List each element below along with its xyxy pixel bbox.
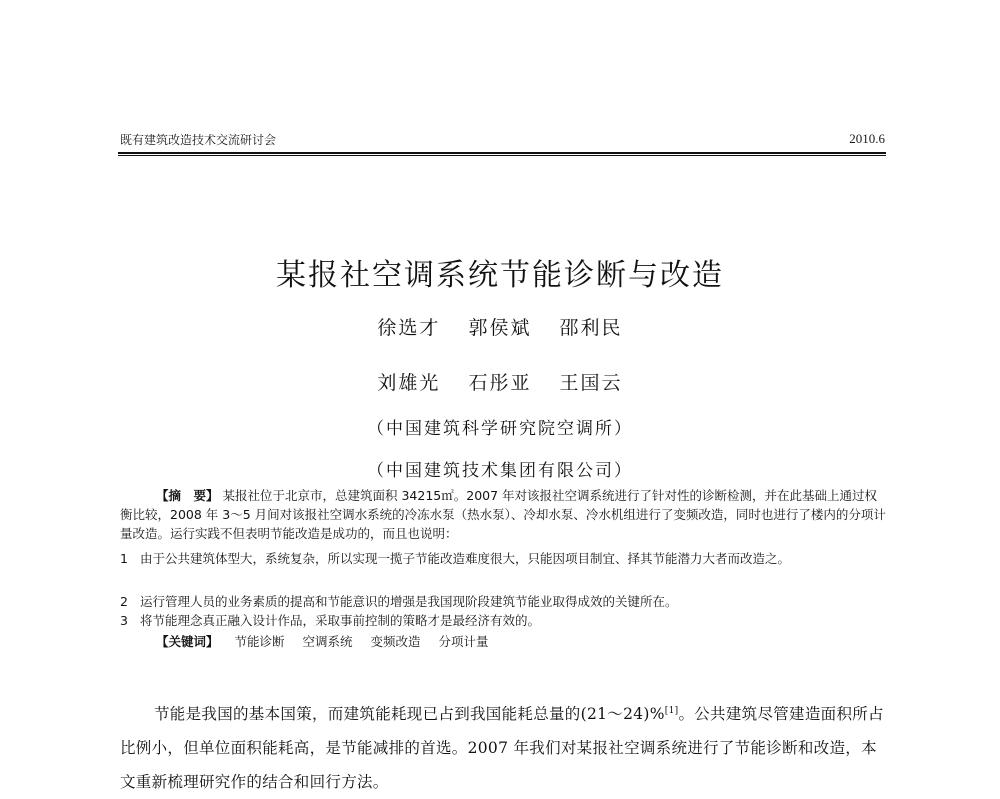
conclusion-item	[120, 549, 885, 568]
header-rule-thick	[118, 152, 886, 154]
keyword: 分项计量	[438, 634, 489, 649]
journal-name: 既有建筑改造技术交流研讨会	[120, 133, 277, 147]
issue-date: 2010.6	[849, 131, 885, 146]
keyword: 空调系统	[302, 634, 353, 649]
citation-ref[interactable]: [1]	[664, 706, 679, 716]
conclusion-item	[120, 592, 885, 611]
authors-row-2	[0, 368, 1000, 395]
conclusion-number: 3	[120, 613, 128, 628]
body-paragraph	[120, 694, 890, 799]
conclusion-number: 2	[120, 594, 128, 609]
keywords-label: 【关键词】	[156, 634, 219, 649]
conclusion-number: 1	[120, 551, 128, 566]
abstract-label: 【摘 要】	[156, 488, 219, 503]
author: 徐选才	[377, 317, 441, 339]
author: 刘雄光	[377, 372, 441, 394]
author: 郭侯斌	[468, 317, 532, 339]
authors-row-1	[0, 313, 1000, 340]
header-rule-thin	[118, 155, 886, 156]
conclusion-text: 运行管理人员的业务素质的提高和节能意识的增强是我国现阶段建筑节能业取得成效的关键所在。	[140, 594, 678, 609]
body-text-part: 。公共建筑尽管建造面积所占比例小，但单位面积能耗高，是节能减排的首选。2007 年我们对某报社空调系统进行了节能诊断和改造，本文重新梳理研究作的结合和回行方法。	[120, 705, 884, 792]
author: 王国云	[559, 372, 623, 394]
author: 石彤亚	[468, 372, 532, 394]
abstract-text: 某报社位于北京市，总建筑面积 34215㎡。2007 年对该报社空调系统进行了针对性的诊断检测，并在此基础上通过权衡比较，2008 年 3～5 月间对该报社空调水系统的冷冻水泵（热水泵）、冷却水泵、冷水机组进行了变频改造，同时也进行了楼内的分项计量改造。运行实践不但表明节能改造是成功的，而且也说明：	[120, 488, 886, 541]
conclusion-text: 由于公共建筑体型大，系统复杂，所以实现一揽子节能改造难度很大，只能因项目制宜、择其节能潜力大者而改造之。	[140, 551, 791, 566]
keyword: 变频改造	[370, 634, 421, 649]
conclusion-item	[120, 611, 885, 630]
keyword: 节能诊断	[234, 634, 285, 649]
author: 邵利民	[559, 317, 623, 339]
abstract	[120, 486, 888, 543]
paper-title: 某报社空调系统节能诊断与改造	[276, 258, 724, 293]
affiliation-1: （中国建筑科学研究院空调所）	[367, 419, 633, 439]
affiliation-2: （中国建筑技术集团有限公司）	[367, 461, 633, 481]
conclusion-text: 将节能理念真正融入设计作品，采取事前控制的策略才是最经济有效的。	[140, 613, 541, 628]
keywords	[156, 632, 503, 650]
running-header	[120, 131, 885, 151]
body-text-part: 节能是我国的基本国策，而建筑能耗现已占到我国能耗总量的(21～24)%	[154, 705, 665, 724]
